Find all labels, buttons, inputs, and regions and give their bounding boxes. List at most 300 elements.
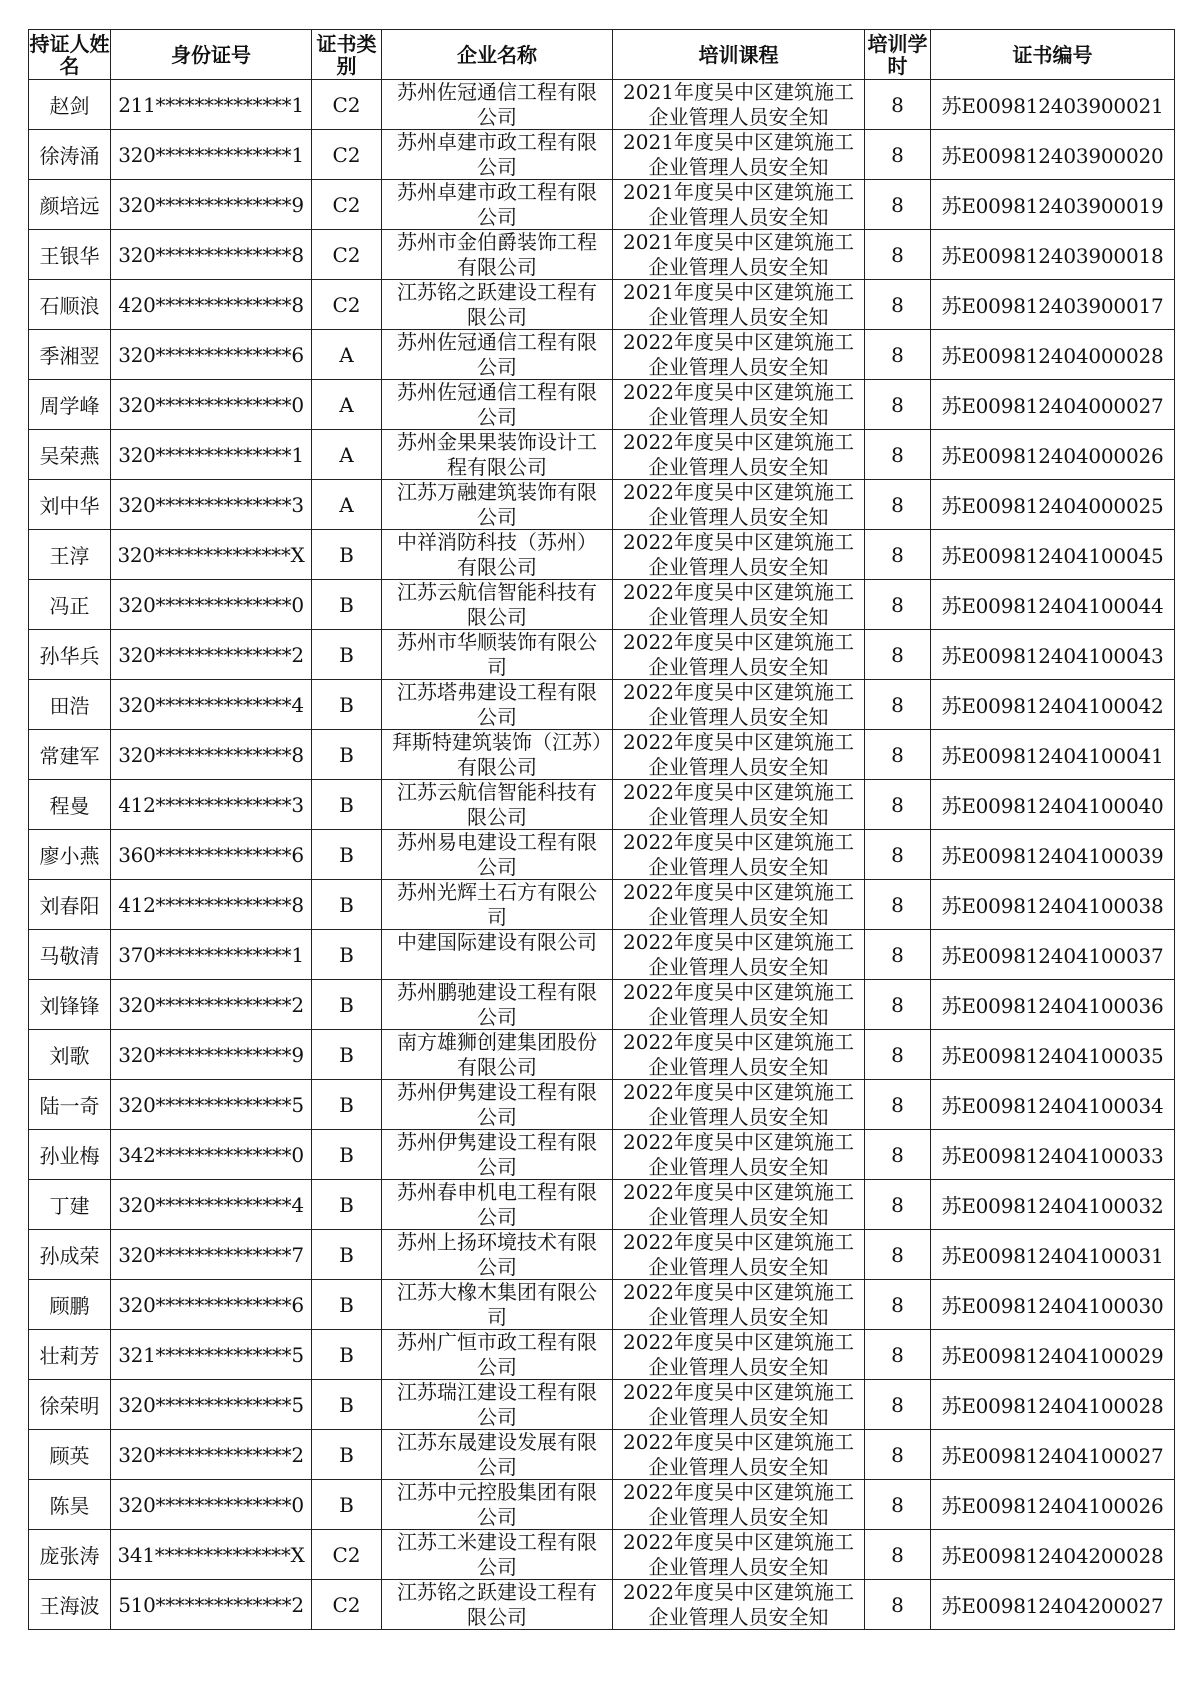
header-cert-category: 证书类别 [312,30,382,80]
cert-number-cell: 苏E009812404100029 [931,1330,1175,1380]
company-name-cell-text: 苏州鹏驰建设工程有限公司 [397,980,597,1029]
cert-category-cell: A [312,430,382,480]
training-hours-cell: 8 [865,1330,931,1380]
training-course-cell-text: 2022年度吴中区建筑施工企业管理人员安全知 [623,1580,854,1629]
holder-name-cell: 孙华兵 [29,630,111,680]
cert-number-cell: 苏E009812403900018 [931,230,1175,280]
company-name-cell-text: 苏州市华顺装饰有限公司 [397,630,597,679]
cert-number-cell: 苏E009812404100044 [931,580,1175,630]
cert-number-cell: 苏E009812404100028 [931,1380,1175,1430]
holder-name-cell: 刘中华 [29,480,111,530]
cert-number-cell: 苏E009812404100027 [931,1430,1175,1480]
training-course-cell [613,580,865,630]
company-name-cell [382,80,613,130]
id-number-cell: 320**************0 [111,1480,312,1530]
table-row [29,1280,1175,1330]
company-name-cell-text: 苏州伊隽建设工程有限公司 [397,1080,597,1129]
company-name-cell [382,1380,613,1430]
training-course-cell-text: 2022年度吴中区建筑施工企业管理人员安全知 [623,1030,854,1079]
holder-name-cell: 顾英 [29,1430,111,1480]
cert-number-cell: 苏E009812404100030 [931,1280,1175,1330]
id-number-cell: 320**************0 [111,380,312,430]
company-name-cell [382,380,613,430]
training-hours-cell: 8 [865,1580,931,1630]
training-course-cell [613,330,865,380]
training-hours-cell: 8 [865,1430,931,1480]
holder-name-cell: 王银华 [29,230,111,280]
cert-category-cell: B [312,1230,382,1280]
training-course-cell [613,1080,865,1130]
company-name-cell-text: 苏州佐冠通信工程有限公司 [397,330,597,379]
training-course-cell [613,1180,865,1230]
company-name-cell [382,730,613,780]
training-course-cell-text: 2022年度吴中区建筑施工企业管理人员安全知 [623,1230,854,1279]
table-row [29,730,1175,780]
id-number-cell: 320**************9 [111,180,312,230]
holder-name-cell: 廖小燕 [29,830,111,880]
training-course-cell-text: 2022年度吴中区建筑施工企业管理人员安全知 [623,930,854,979]
id-number-cell: 342**************0 [111,1130,312,1180]
header-company-name: 企业名称 [382,30,613,80]
holder-name-cell: 孙业梅 [29,1130,111,1180]
training-hours-cell: 8 [865,1530,931,1580]
table-row [29,380,1175,430]
holder-name-cell: 孙成荣 [29,1230,111,1280]
table-row [29,180,1175,230]
table-row [29,1080,1175,1130]
table-row [29,1580,1175,1630]
company-name-cell [382,180,613,230]
cert-category-cell: B [312,1430,382,1480]
id-number-cell: 320**************4 [111,680,312,730]
training-hours-cell: 8 [865,1030,931,1080]
cert-category-cell: B [312,530,382,580]
table-row [29,1230,1175,1280]
table-row [29,830,1175,880]
id-number-cell: 320**************3 [111,480,312,530]
cert-number-cell: 苏E009812404100037 [931,930,1175,980]
company-name-cell-text: 苏州上扬环境技术有限公司 [397,1230,597,1279]
training-hours-cell: 8 [865,1080,931,1130]
id-number-cell: 320**************7 [111,1230,312,1280]
table-row [29,630,1175,680]
company-name-cell-text: 江苏万融建筑装饰有限公司 [397,480,597,529]
training-course-cell [613,280,865,330]
training-course-cell [613,980,865,1030]
company-name-cell [382,330,613,380]
training-hours-cell: 8 [865,980,931,1030]
training-course-cell [613,230,865,280]
cert-category-cell: C2 [312,1530,382,1580]
company-name-cell [382,430,613,480]
holder-name-cell: 陆一奇 [29,1080,111,1130]
training-hours-cell: 8 [865,630,931,680]
training-course-cell [613,1380,865,1430]
cert-category-cell: B [312,1130,382,1180]
holder-name-cell: 丁建 [29,1180,111,1230]
training-course-cell [613,830,865,880]
cert-number-cell: 苏E009812404100041 [931,730,1175,780]
id-number-cell: 320**************1 [111,130,312,180]
training-course-cell-text: 2022年度吴中区建筑施工企业管理人员安全知 [623,330,854,379]
training-hours-cell: 8 [865,830,931,880]
table-row [29,330,1175,380]
header-training-hours: 培训学时 [865,30,931,80]
company-name-cell-text: 江苏铭之跃建设工程有限公司 [397,1580,597,1629]
cert-category-cell: B [312,1280,382,1330]
id-number-cell: 320**************8 [111,230,312,280]
cert-number-cell: 苏E009812404000025 [931,480,1175,530]
cert-number-cell: 苏E009812403900021 [931,80,1175,130]
training-course-cell [613,530,865,580]
header-training-course: 培训课程 [613,30,865,80]
company-name-cell-text: 江苏东晟建设发展有限公司 [397,1430,597,1479]
company-name-cell-text: 苏州伊隽建设工程有限公司 [397,1130,597,1179]
id-number-cell: 360**************6 [111,830,312,880]
training-course-cell-text: 2022年度吴中区建筑施工企业管理人员安全知 [623,1480,854,1529]
training-course-cell [613,780,865,830]
company-name-cell-text: 苏州佐冠通信工程有限公司 [397,380,597,429]
cert-number-cell: 苏E009812404100038 [931,880,1175,930]
cert-category-cell: B [312,1480,382,1530]
training-course-cell [613,480,865,530]
training-hours-cell: 8 [865,530,931,580]
holder-name-cell: 刘歌 [29,1030,111,1080]
id-number-cell: 320**************6 [111,1280,312,1330]
training-course-cell [613,180,865,230]
cert-number-cell: 苏E009812404100039 [931,830,1175,880]
training-course-cell [613,880,865,930]
cert-category-cell: A [312,380,382,430]
company-name-cell [382,1230,613,1280]
training-hours-cell: 8 [865,1230,931,1280]
training-course-cell [613,1580,865,1630]
holder-name-cell: 壮莉芳 [29,1330,111,1380]
company-name-cell-text: 苏州广恒市政工程有限公司 [397,1330,597,1379]
id-number-cell: 321**************5 [111,1330,312,1380]
id-number-cell: 211**************1 [111,80,312,130]
company-name-cell-text: 苏州易电建设工程有限公司 [397,830,597,879]
id-number-cell: 320**************6 [111,330,312,380]
company-name-cell [382,980,613,1030]
cert-number-cell: 苏E009812403900017 [931,280,1175,330]
cert-category-cell: B [312,880,382,930]
training-course-cell [613,930,865,980]
holder-name-cell: 吴荣燕 [29,430,111,480]
training-course-cell-text: 2022年度吴中区建筑施工企业管理人员安全知 [623,880,854,929]
training-course-cell [613,1130,865,1180]
training-course-cell [613,80,865,130]
table-row [29,280,1175,330]
company-name-cell [382,1030,613,1080]
cert-number-cell: 苏E009812404000027 [931,380,1175,430]
training-hours-cell: 8 [865,80,931,130]
training-course-cell-text: 2022年度吴中区建筑施工企业管理人员安全知 [623,780,854,829]
table-row [29,880,1175,930]
training-course-cell-text: 2022年度吴中区建筑施工企业管理人员安全知 [623,1430,854,1479]
cert-category-cell: C2 [312,130,382,180]
cert-category-cell: C2 [312,1580,382,1630]
training-course-cell [613,430,865,480]
cert-category-cell: A [312,330,382,380]
training-hours-cell: 8 [865,780,931,830]
cert-category-cell: B [312,1330,382,1380]
cert-number-cell: 苏E009812404100026 [931,1480,1175,1530]
training-course-cell-text: 2022年度吴中区建筑施工企业管理人员安全知 [623,430,854,479]
company-name-cell [382,880,613,930]
cert-number-cell: 苏E009812404000026 [931,430,1175,480]
training-hours-cell: 8 [865,280,931,330]
training-course-cell-text: 2022年度吴中区建筑施工企业管理人员安全知 [623,530,854,579]
cert-category-cell: B [312,680,382,730]
company-name-cell-text: 江苏塔弗建设工程有限公司 [397,680,597,729]
id-number-cell: 510**************2 [111,1580,312,1630]
id-number-cell: 320**************X [111,530,312,580]
cert-number-cell: 苏E009812404100035 [931,1030,1175,1080]
company-name-cell [382,530,613,580]
holder-name-cell: 冯正 [29,580,111,630]
training-course-cell [613,1530,865,1580]
company-name-cell [382,680,613,730]
training-course-cell-text: 2022年度吴中区建筑施工企业管理人员安全知 [623,480,854,529]
table-row [29,480,1175,530]
company-name-cell-text: 苏州卓建市政工程有限公司 [397,130,597,179]
training-hours-cell: 8 [865,380,931,430]
company-name-cell-text: 中祥消防科技（苏州）有限公司 [397,530,597,579]
table-row [29,1430,1175,1480]
cert-number-cell: 苏E009812404100043 [931,630,1175,680]
training-course-cell-text: 2022年度吴中区建筑施工企业管理人员安全知 [623,980,854,1029]
cert-number-cell: 苏E009812404100034 [931,1080,1175,1130]
training-hours-cell: 8 [865,930,931,980]
cert-category-cell: B [312,630,382,680]
training-course-cell-text: 2022年度吴中区建筑施工企业管理人员安全知 [623,580,854,629]
header-holder-name: 持证人姓名 [29,31,110,78]
id-number-cell: 320**************2 [111,630,312,680]
training-course-cell-text: 2022年度吴中区建筑施工企业管理人员安全知 [623,1180,854,1229]
training-hours-cell: 8 [865,180,931,230]
training-course-cell-text: 2022年度吴中区建筑施工企业管理人员安全知 [623,630,854,679]
cert-category-cell: A [312,480,382,530]
cert-number-cell: 苏E009812404100045 [931,530,1175,580]
holder-name-cell: 马敬清 [29,930,111,980]
cert-category-cell: B [312,1030,382,1080]
table-row [29,1130,1175,1180]
company-name-cell-text: 苏州卓建市政工程有限公司 [397,180,597,229]
company-name-cell [382,1080,613,1130]
holder-name-cell: 徐涛涌 [29,130,111,180]
training-course-cell-text: 2022年度吴中区建筑施工企业管理人员安全知 [623,1080,854,1129]
table-row [29,1530,1175,1580]
holder-name-cell: 王海波 [29,1580,111,1630]
table-row [29,230,1175,280]
training-course-cell-text: 2021年度吴中区建筑施工企业管理人员安全知 [623,130,854,179]
company-name-cell [382,830,613,880]
id-number-cell: 370**************1 [111,930,312,980]
training-course-cell [613,1330,865,1380]
holder-name-cell: 陈昊 [29,1480,111,1530]
company-name-cell-text: 苏州佐冠通信工程有限公司 [397,80,597,129]
company-name-cell [382,930,613,980]
holder-name-cell: 顾鹏 [29,1280,111,1330]
company-name-cell-text: 苏州金果果装饰设计工程有限公司 [397,430,597,479]
cert-category-cell: B [312,830,382,880]
table-row [29,80,1175,130]
training-hours-cell: 8 [865,130,931,180]
id-number-cell: 320**************2 [111,1430,312,1480]
training-course-cell-text: 2022年度吴中区建筑施工企业管理人员安全知 [623,1330,854,1379]
training-hours-cell: 8 [865,480,931,530]
company-name-cell [382,1280,613,1330]
training-hours-cell: 8 [865,580,931,630]
cert-number-cell: 苏E009812404200028 [931,1530,1175,1580]
training-course-cell-text: 2022年度吴中区建筑施工企业管理人员安全知 [623,1380,854,1429]
cert-number-cell: 苏E009812404100042 [931,680,1175,730]
holder-name-cell: 颜培远 [29,180,111,230]
training-hours-cell: 8 [865,1380,931,1430]
cert-number-cell: 苏E009812404100032 [931,1180,1175,1230]
company-name-cell [382,1480,613,1530]
company-name-cell-text: 拜斯特建筑装饰（江苏）有限公司 [392,730,602,779]
table-row [29,1330,1175,1380]
holder-name-cell: 刘锋锋 [29,980,111,1030]
id-number-cell: 320**************5 [111,1380,312,1430]
table-row [29,130,1175,180]
cert-number-cell: 苏E009812404200027 [931,1580,1175,1630]
training-hours-cell: 8 [865,1280,931,1330]
training-course-cell [613,630,865,680]
id-number-cell: 420**************8 [111,280,312,330]
certificate-table [28,29,1175,1630]
cert-number-cell: 苏E009812404000028 [931,330,1175,380]
table-row [29,1180,1175,1230]
id-number-cell: 320**************2 [111,980,312,1030]
cert-category-cell: B [312,1080,382,1130]
company-name-cell [382,780,613,830]
company-name-cell [382,280,613,330]
id-number-cell: 341**************X [111,1530,312,1580]
training-course-cell-text: 2022年度吴中区建筑施工企业管理人员安全知 [623,830,854,879]
training-course-cell-text: 2022年度吴中区建筑施工企业管理人员安全知 [623,730,854,779]
cert-number-cell: 苏E009812404100040 [931,780,1175,830]
table-row [29,580,1175,630]
cert-category-cell: B [312,780,382,830]
company-name-cell-text: 江苏中元控股集团有限公司 [397,1480,597,1529]
company-name-cell-text: 江苏大橡木集团有限公司 [397,1280,597,1329]
cert-number-cell: 苏E009812403900020 [931,130,1175,180]
training-hours-cell: 8 [865,680,931,730]
company-name-cell [382,230,613,280]
holder-name-cell: 庞张涛 [29,1530,111,1580]
company-name-cell-text: 江苏工米建设工程有限公司 [397,1530,597,1579]
training-course-cell [613,1480,865,1530]
cert-category-cell: B [312,580,382,630]
company-name-cell-text: 江苏云航信智能科技有限公司 [397,780,597,829]
training-hours-cell: 8 [865,730,931,780]
header-row [29,30,1175,80]
training-course-cell [613,130,865,180]
company-name-cell [382,1330,613,1380]
cert-category-cell: B [312,980,382,1030]
holder-name-cell: 程曼 [29,780,111,830]
company-name-cell-text: 苏州春申机电工程有限公司 [397,1180,597,1229]
training-course-cell-text: 2021年度吴中区建筑施工企业管理人员安全知 [623,230,854,279]
training-course-cell-text: 2022年度吴中区建筑施工企业管理人员安全知 [623,1530,854,1579]
company-name-cell [382,480,613,530]
training-course-cell [613,380,865,430]
company-name-cell-text: 苏州光辉土石方有限公司 [397,880,597,929]
company-name-cell [382,1580,613,1630]
cert-category-cell: C2 [312,280,382,330]
table-row [29,1030,1175,1080]
holder-name-cell: 石顺浪 [29,280,111,330]
cert-number-cell: 苏E009812403900019 [931,180,1175,230]
holder-name-cell: 徐荣明 [29,1380,111,1430]
training-hours-cell: 8 [865,1180,931,1230]
company-name-cell [382,580,613,630]
training-course-cell-text: 2022年度吴中区建筑施工企业管理人员安全知 [623,380,854,429]
holder-name-cell: 赵剑 [29,80,111,130]
cert-category-cell: B [312,1180,382,1230]
company-name-cell-text: 江苏云航信智能科技有限公司 [397,580,597,629]
cert-category-cell: B [312,930,382,980]
training-course-cell [613,1280,865,1330]
cert-category-cell: C2 [312,180,382,230]
cert-category-cell: B [312,1380,382,1430]
training-hours-cell: 8 [865,330,931,380]
holder-name-cell: 周学峰 [29,380,111,430]
training-course-cell [613,1030,865,1080]
cert-number-cell: 苏E009812404100036 [931,980,1175,1030]
cert-category-cell: C2 [312,230,382,280]
company-name-cell [382,1530,613,1580]
table-row [29,680,1175,730]
holder-name-cell: 王淳 [29,530,111,580]
table-row [29,930,1175,980]
cert-number-cell: 苏E009812404100031 [931,1230,1175,1280]
company-name-cell [382,630,613,680]
company-name-cell-text: 南方雄狮创建集团股份有限公司 [397,1030,597,1079]
table-row [29,980,1175,1030]
training-course-cell [613,730,865,780]
company-name-cell-text: 中建国际建设有限公司 [397,930,597,954]
table-row [29,1380,1175,1430]
holder-name-cell: 常建军 [29,730,111,780]
training-hours-cell: 8 [865,1130,931,1180]
training-hours-cell: 8 [865,1480,931,1530]
company-name-cell [382,1130,613,1180]
cert-number-cell: 苏E009812404100033 [931,1130,1175,1180]
holder-name-cell: 季湘翌 [29,330,111,380]
table-row [29,530,1175,580]
training-course-cell-text: 2021年度吴中区建筑施工企业管理人员安全知 [623,80,854,129]
training-hours-cell: 8 [865,880,931,930]
id-number-cell: 412**************3 [111,780,312,830]
training-course-cell-text: 2022年度吴中区建筑施工企业管理人员安全知 [623,1130,854,1179]
training-course-cell-text: 2021年度吴中区建筑施工企业管理人员安全知 [623,280,854,329]
training-course-cell-text: 2022年度吴中区建筑施工企业管理人员安全知 [623,680,854,729]
training-course-cell-text: 2021年度吴中区建筑施工企业管理人员安全知 [623,180,854,229]
id-number-cell: 320**************0 [111,580,312,630]
table-row [29,430,1175,480]
table-row [29,780,1175,830]
company-name-cell-text: 江苏铭之跃建设工程有限公司 [397,280,597,329]
cert-category-cell: C2 [312,80,382,130]
company-name-cell [382,1430,613,1480]
training-hours-cell: 8 [865,230,931,280]
header-cert-number: 证书编号 [931,30,1175,80]
holder-name-cell: 田浩 [29,680,111,730]
